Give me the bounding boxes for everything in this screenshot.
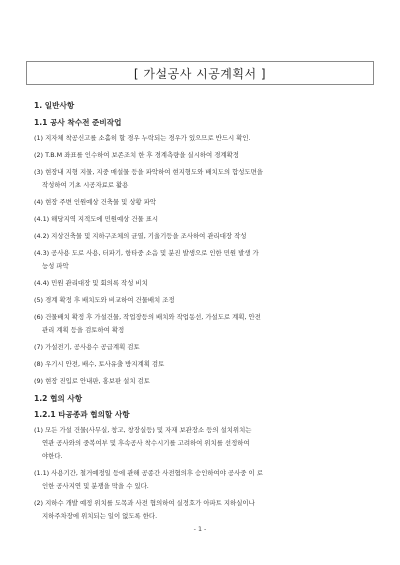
subsection-heading-other-trades: 1.2.1 타공종과 협의할 사항 [34,410,130,419]
list-item-text: (2) 지하수 개발 예정 위치를 도목과 사전 협의하여 실정호가 아파트 지하실이나 [34,499,255,507]
list-item-text: (8) 우기시 안전, 배수, 토사유출 방지계획 검토 [34,360,165,368]
list-item-text: (9) 현장 진입로 안내판, 홍보판 설치 검토 [34,377,150,385]
list-item [34,247,380,273]
list-item [34,196,380,209]
list-item [34,358,380,371]
list-item [34,277,380,290]
list-item [34,467,380,493]
list-item [34,375,380,388]
subsection-heading-preparation: 1.1 공사 착수전 준비작업 [34,118,122,127]
page-number: - 1 - [193,525,207,533]
list-item-continuation: 인한 공사지연 및 분쟁을 막을 수 있다. [42,482,149,490]
list-item-continuation: 지하주차장에 위치되는 일이 없도록 한다. [42,512,158,520]
list-item [34,424,380,463]
list-item-text: (4.3) 공사용 도로 사용, 터파기, 항타중 소음 및 분진 발생으로 인한 민원 발생 가 [34,249,259,257]
list-item-text: (5) 경계 확정 후 배치도와 비교하여 건물배치 조정 [34,296,175,304]
document-title: [ 가설공사 시공계획서 ] [26,61,374,85]
list-item [34,166,380,192]
list-item [34,213,380,226]
list-item-text: (1) 지자체 착공신고를 소홀히 할 경우 누락되는 경우가 있으므로 반드시 확인. [34,134,251,142]
list-item-text: (1.1) 사용기간, 철거예정일 등에 관해 공종간 사전협의후 승인하여야 공사중 이 로 [34,469,263,477]
list-item [34,132,380,145]
list-item-text: (6) 건물배치 확정 후 가설건물, 작업장등의 배치와 작업동선, 가설도로 계획, 안전 [34,313,261,321]
list-item [34,294,380,307]
list-item-text: (3) 현장내 지형 지물, 지중 매설물 등을 파악하여 현지형도와 배치도의 합성도면을 [34,168,263,176]
list-item-continuation: 관리 계획 등을 검토하여 확정 [42,326,125,334]
list-item-text: (2) T.B.M 좌표를 인수하여 보존조치 한 후 경계측량을 실시하여 경계확정 [34,151,239,159]
list-item [34,230,380,243]
section-heading-general: 1. 일반사항 [34,101,75,110]
list-item-text: (7) 가설전기, 공사용수 공급계획 검토 [34,343,140,351]
list-item-continuation: 능성 파악 [42,262,69,270]
subsection-heading-consultation: 1.2 협의 사항 [34,394,83,403]
list-item-text: (4.2) 지상건축물 및 지하구조체의 균열, 기울기등을 조사하여 관리대장 작성 [34,232,247,240]
consultation-list [34,424,380,523]
list-item-continuation: 연관 공사와의 중복여부 및 후속공사 착수시기를 고려하여 위치를 선정하여 [42,439,250,447]
list-item [34,341,380,354]
list-item [34,311,380,337]
list-item [34,149,380,162]
preparation-list [34,132,380,388]
list-item-text: (1) 모든 가설 건물(사무실, 창고, 창장실등) 및 자재 보관장소 등의 설치위치는 [34,426,252,434]
document-body [34,99,380,527]
list-item-text: (4.1) 해당지역 지적도에 민원예상 건물 표시 [34,215,159,223]
list-item [34,497,380,523]
list-item-continuation: 야한다. [42,452,63,460]
list-item-continuation: 작성하여 기초 시공자료로 활용 [42,181,129,189]
list-item-text: (4) 현장 주변 인원예상 건축물 및 상황 파악 [34,198,157,206]
list-item-text: (4.4) 민원 관리대장 및 회의록 작성 비치 [34,279,148,287]
